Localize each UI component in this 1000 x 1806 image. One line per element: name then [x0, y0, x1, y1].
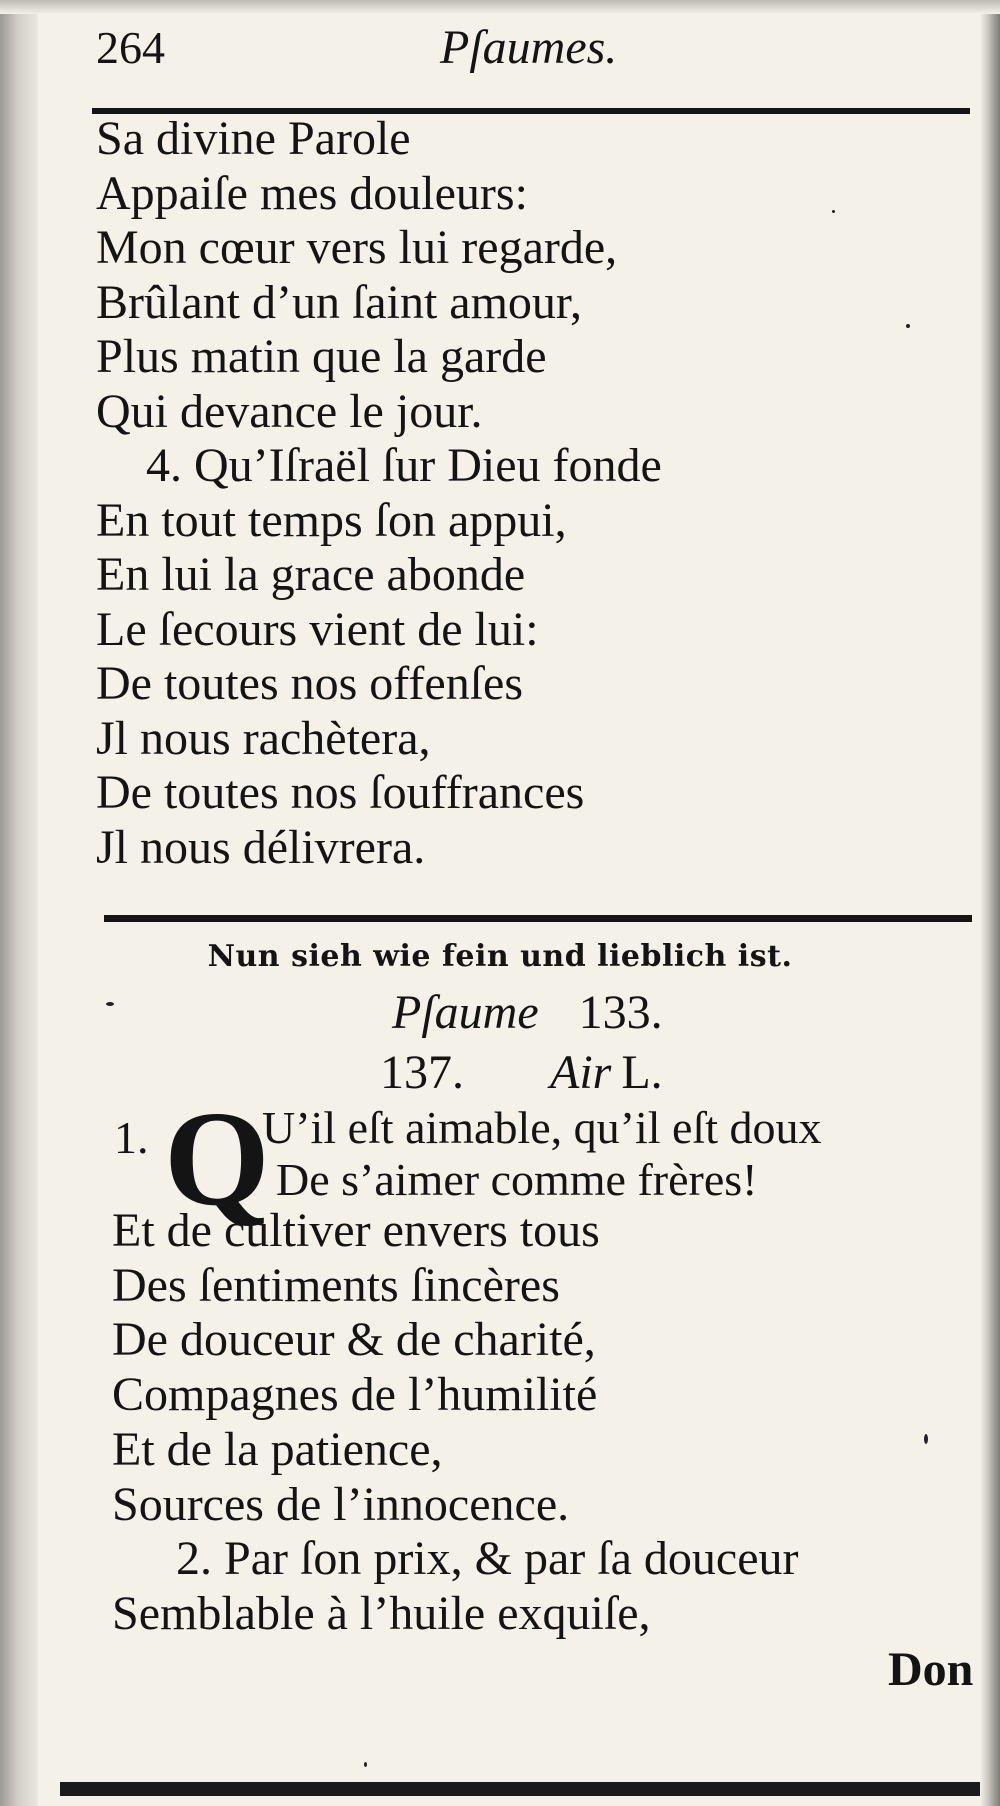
verse-line: Et de la patience, — [112, 1422, 443, 1476]
drop-cap: Q — [164, 1084, 270, 1234]
ink-speck — [364, 1762, 367, 1767]
verse-line: Sa divine Parole — [96, 112, 411, 165]
air-number: 137. — [380, 1046, 464, 1099]
section-divider-rule — [104, 915, 972, 922]
verse-line: De toutes nos ſouffrances — [96, 766, 585, 819]
verse-line: Et de cultiver envers tous — [112, 1204, 600, 1257]
verse-line-numbered: 2. Par ſon prix, & par ſa douceur — [176, 1532, 799, 1586]
verse-line: Qui devance le jour. — [96, 384, 483, 438]
verse-line: Jl nous délivrera. — [96, 820, 426, 874]
ink-speck — [924, 1434, 928, 1444]
verse-line: Sources de l’innocence. — [112, 1477, 570, 1531]
verse-block-bottom — [112, 1204, 972, 1642]
bottom-edge-rule — [60, 1782, 980, 1796]
verse-line: Compagnes de l’humilité — [112, 1368, 598, 1422]
ink-speck — [106, 1002, 114, 1006]
verse-line: En lui la grace abonde — [96, 548, 526, 601]
page-edge-shadow — [980, 0, 1000, 1806]
verse-line: Le ſecours vient de lui: — [96, 602, 539, 656]
tune-heading-fraktur: Nun sieh wie fein und lieblich ist. — [207, 939, 793, 974]
psalm-label: Pſaume — [392, 986, 539, 1039]
verse-number: 1. — [114, 1112, 149, 1163]
page-number: 264 — [96, 22, 165, 73]
verse-line-numbered: 4. Qu’Iſraël ſur Dieu fonde — [146, 439, 662, 492]
verse-line: Des ſentiments ſincères — [112, 1258, 560, 1312]
verse-line: Brûlant d’un ſaint amour, — [96, 275, 582, 329]
verse-line: De toutes nos offenſes — [96, 657, 524, 710]
verse-line-first: U’il eſt aimable, qu’il eſt doux — [262, 1102, 822, 1153]
ink-speck — [906, 324, 910, 328]
verse-line: Semblable à l’huile exquiſe, — [112, 1586, 651, 1640]
verse-line: Plus matin que la garde — [96, 330, 547, 383]
verse-line: Mon cœur vers lui regarde, — [96, 221, 618, 274]
ink-speck — [832, 210, 835, 213]
verse-line: De douceur & de charité, — [112, 1313, 596, 1367]
verse-line: Jl nous rachètera, — [96, 711, 431, 765]
air-label: Air — [550, 1046, 612, 1099]
page-gutter-shadow — [0, 0, 38, 1806]
verse-block-top — [96, 112, 956, 875]
air-heading — [380, 1045, 663, 1101]
psalm-heading — [392, 985, 663, 1041]
verse-line-second: De s’aimer comme frères! — [276, 1154, 758, 1205]
catchword: Don — [888, 1643, 974, 1696]
page-top-edge — [0, 0, 1000, 14]
psalm-number: 133. — [578, 986, 663, 1039]
air-value: L. — [621, 1046, 663, 1099]
verse-line: En tout temps ſon appui, — [96, 493, 567, 547]
running-title: Pſaumes. — [440, 21, 618, 74]
verse-line: Appaiſe mes douleurs: — [96, 166, 528, 220]
